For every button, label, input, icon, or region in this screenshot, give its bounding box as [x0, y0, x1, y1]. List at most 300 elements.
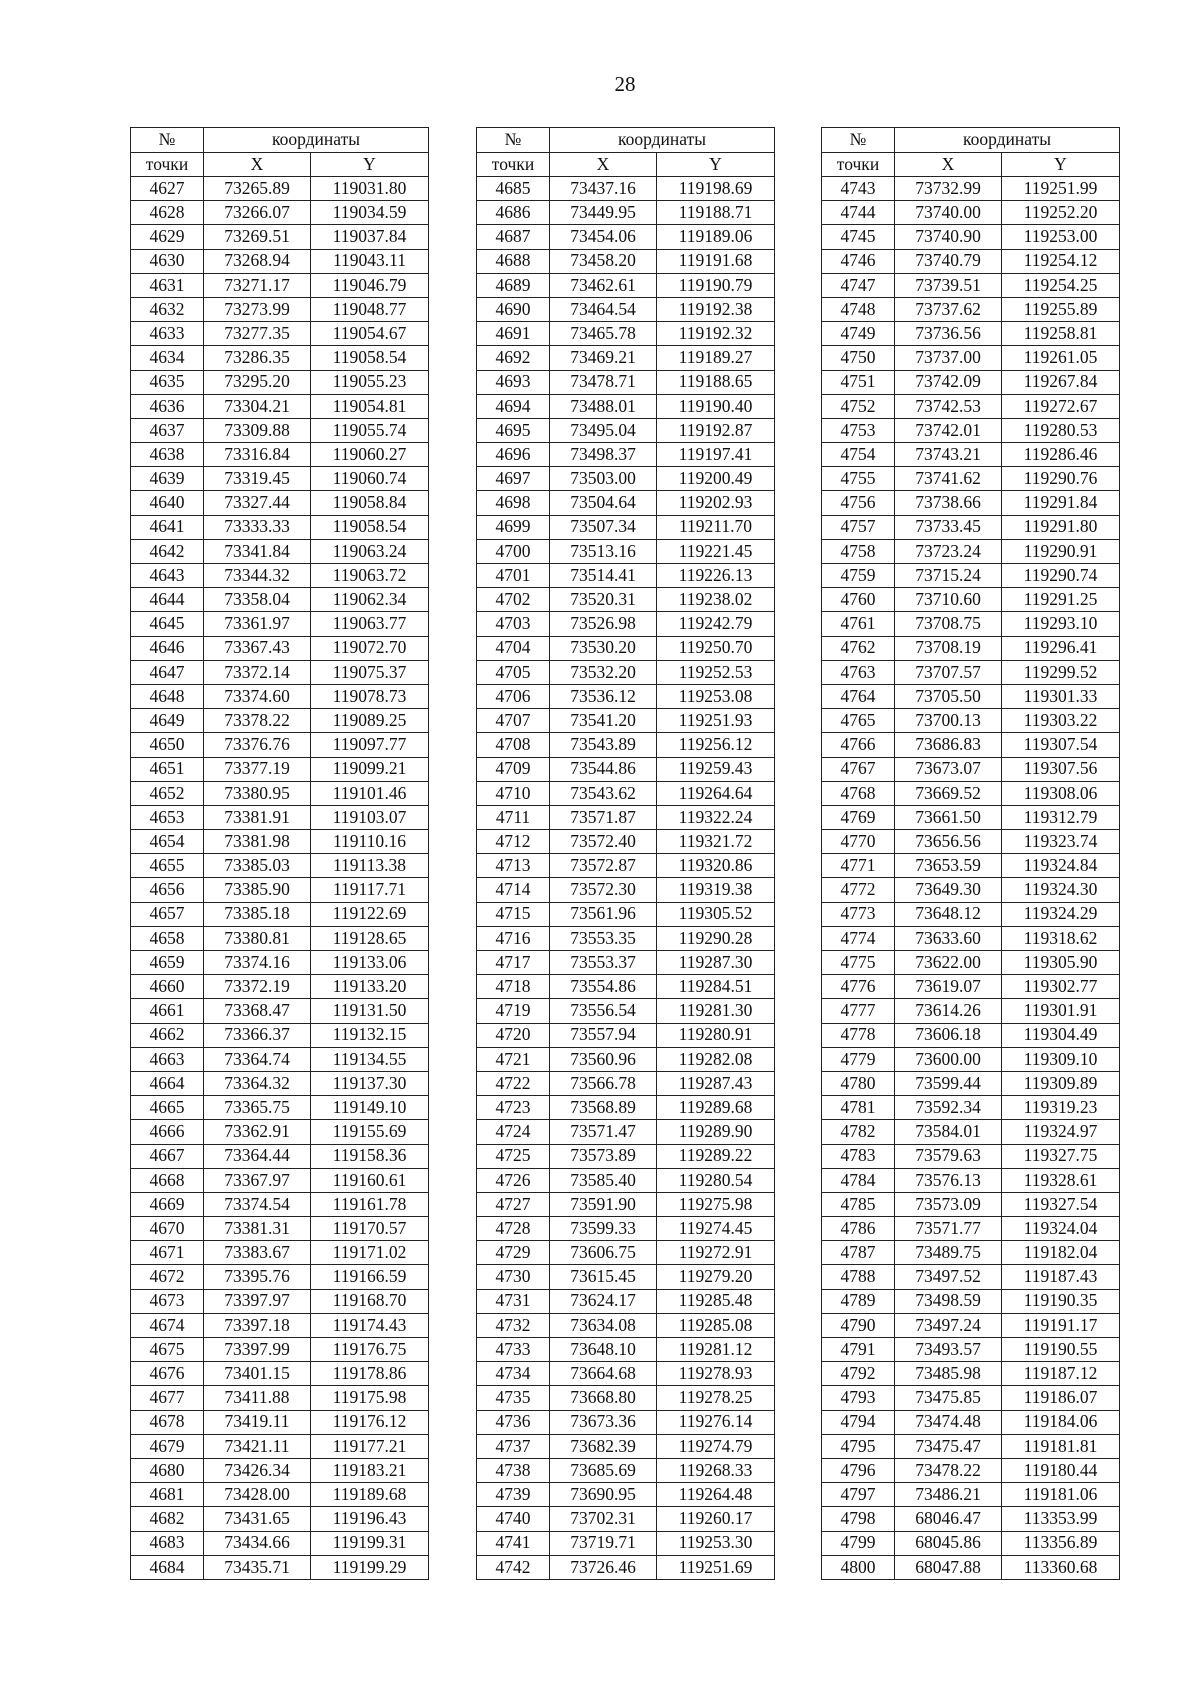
point-number-cell: 4789: [822, 1289, 895, 1313]
table-row: [822, 588, 1120, 612]
table-row: [131, 273, 429, 297]
y-coordinate-cell: 119252.20: [1002, 201, 1120, 225]
point-number-cell: 4692: [477, 346, 550, 370]
table-row: [131, 1096, 429, 1120]
y-coordinate-cell: 119242.79: [657, 612, 775, 636]
table-row: [131, 1047, 429, 1071]
point-number-cell: 4699: [477, 515, 550, 539]
page-number: 28: [614, 72, 636, 96]
table-row: [131, 1410, 429, 1434]
y-coordinate-cell: 119312.79: [1002, 805, 1120, 829]
table-row: [477, 491, 775, 515]
table-row: [477, 564, 775, 588]
x-coordinate-cell: 73726.46: [550, 1555, 657, 1579]
point-number-cell: 4736: [477, 1410, 550, 1434]
table-row: [477, 926, 775, 950]
table-row: [822, 394, 1120, 418]
y-coordinate-cell: 119211.70: [657, 515, 775, 539]
table-row: [477, 588, 775, 612]
y-coordinate-cell: 119281.12: [657, 1338, 775, 1362]
table-row: [822, 999, 1120, 1023]
x-coordinate-cell: 73383.67: [204, 1241, 311, 1265]
point-number-cell: 4646: [131, 636, 204, 660]
table-row: [822, 1531, 1120, 1555]
x-coordinate-cell: 73434.66: [204, 1531, 311, 1555]
x-coordinate-cell: 73737.00: [895, 346, 1002, 370]
header-y: Y: [657, 152, 775, 177]
point-number-cell: 4649: [131, 709, 204, 733]
point-number-cell: 4680: [131, 1458, 204, 1482]
x-coordinate-cell: 73572.87: [550, 854, 657, 878]
x-coordinate-cell: 73493.57: [895, 1338, 1002, 1362]
table-row: [477, 636, 775, 660]
table-row: [477, 612, 775, 636]
y-coordinate-cell: 119260.17: [657, 1507, 775, 1531]
point-number-cell: 4748: [822, 297, 895, 321]
point-number-cell: 4716: [477, 926, 550, 950]
y-coordinate-cell: 119251.69: [657, 1555, 775, 1579]
point-number-cell: 4655: [131, 854, 204, 878]
point-number-cell: 4668: [131, 1168, 204, 1192]
y-coordinate-cell: 119289.90: [657, 1120, 775, 1144]
x-coordinate-cell: 73498.37: [550, 443, 657, 467]
table-row: [131, 733, 429, 757]
x-coordinate-cell: 73741.62: [895, 467, 1002, 491]
table-row: [131, 539, 429, 563]
y-coordinate-cell: 119264.64: [657, 781, 775, 805]
point-number-cell: 4798: [822, 1507, 895, 1531]
x-coordinate-cell: 73381.31: [204, 1217, 311, 1241]
point-number-cell: 4780: [822, 1071, 895, 1095]
y-coordinate-cell: 119137.30: [311, 1071, 429, 1095]
x-coordinate-cell: 73690.95: [550, 1483, 657, 1507]
header-row: [131, 128, 429, 153]
y-coordinate-cell: 119279.20: [657, 1265, 775, 1289]
table-row: [822, 902, 1120, 926]
table-row: [477, 1289, 775, 1313]
point-number-cell: 4742: [477, 1555, 550, 1579]
point-number-cell: 4739: [477, 1483, 550, 1507]
y-coordinate-cell: 119280.53: [1002, 418, 1120, 442]
point-number-cell: 4730: [477, 1265, 550, 1289]
x-coordinate-cell: 73377.19: [204, 757, 311, 781]
x-coordinate-cell: 73556.54: [550, 999, 657, 1023]
point-number-cell: 4770: [822, 830, 895, 854]
point-number-cell: 4711: [477, 805, 550, 829]
table-row: [477, 1096, 775, 1120]
x-coordinate-cell: 73358.04: [204, 588, 311, 612]
point-number-cell: 4694: [477, 394, 550, 418]
y-coordinate-cell: 119304.49: [1002, 1023, 1120, 1047]
point-number-cell: 4644: [131, 588, 204, 612]
x-coordinate-cell: 73553.37: [550, 951, 657, 975]
point-number-cell: 4631: [131, 273, 204, 297]
x-coordinate-cell: 73381.98: [204, 830, 311, 854]
table-row: [822, 322, 1120, 346]
y-coordinate-cell: 119258.81: [1002, 322, 1120, 346]
x-coordinate-cell: 73740.90: [895, 225, 1002, 249]
point-number-cell: 4653: [131, 805, 204, 829]
y-coordinate-cell: 119290.28: [657, 926, 775, 950]
point-number-cell: 4637: [131, 418, 204, 442]
table-row: [131, 1458, 429, 1482]
x-coordinate-cell: 73702.31: [550, 1507, 657, 1531]
table-row: [131, 805, 429, 829]
x-coordinate-cell: 73579.63: [895, 1144, 1002, 1168]
x-coordinate-cell: 73367.97: [204, 1168, 311, 1192]
x-coordinate-cell: 73649.30: [895, 878, 1002, 902]
x-coordinate-cell: 73495.04: [550, 418, 657, 442]
point-number-cell: 4709: [477, 757, 550, 781]
x-coordinate-cell: 73571.77: [895, 1217, 1002, 1241]
point-number-cell: 4658: [131, 926, 204, 950]
point-number-cell: 4721: [477, 1047, 550, 1071]
point-number-cell: 4734: [477, 1362, 550, 1386]
table-row: [477, 443, 775, 467]
point-number-cell: 4641: [131, 515, 204, 539]
table-row: [822, 830, 1120, 854]
table-row: [477, 975, 775, 999]
table-row: [477, 1386, 775, 1410]
coordinates-table-2: [476, 127, 775, 1580]
y-coordinate-cell: 119063.72: [311, 564, 429, 588]
point-number-cell: 4732: [477, 1313, 550, 1337]
x-coordinate-cell: 73365.75: [204, 1096, 311, 1120]
y-coordinate-cell: 119181.06: [1002, 1483, 1120, 1507]
y-coordinate-cell: 119190.55: [1002, 1338, 1120, 1362]
table-row: [822, 346, 1120, 370]
point-number-cell: 4695: [477, 418, 550, 442]
point-number-cell: 4677: [131, 1386, 204, 1410]
y-coordinate-cell: 119062.34: [311, 588, 429, 612]
table-row: [822, 612, 1120, 636]
point-number-cell: 4715: [477, 902, 550, 926]
table-row: [131, 1241, 429, 1265]
table-row: [131, 781, 429, 805]
point-number-cell: 4763: [822, 660, 895, 684]
table-row: [477, 346, 775, 370]
table-row: [477, 418, 775, 442]
y-coordinate-cell: 119177.21: [311, 1434, 429, 1458]
y-coordinate-cell: 119274.45: [657, 1217, 775, 1241]
point-number-cell: 4678: [131, 1410, 204, 1434]
point-number-cell: 4714: [477, 878, 550, 902]
header-y: Y: [1002, 152, 1120, 177]
y-coordinate-cell: 119226.13: [657, 564, 775, 588]
y-coordinate-cell: 119186.07: [1002, 1386, 1120, 1410]
y-coordinate-cell: 119268.33: [657, 1458, 775, 1482]
table-row: [131, 902, 429, 926]
table-row: [477, 297, 775, 321]
table-row: [822, 1168, 1120, 1192]
x-coordinate-cell: 73700.13: [895, 709, 1002, 733]
y-coordinate-cell: 119128.65: [311, 926, 429, 950]
y-coordinate-cell: 119199.31: [311, 1531, 429, 1555]
point-number-cell: 4753: [822, 418, 895, 442]
table-row: [822, 273, 1120, 297]
point-number-cell: 4659: [131, 951, 204, 975]
x-coordinate-cell: 73566.78: [550, 1071, 657, 1095]
table-row: [822, 491, 1120, 515]
point-number-cell: 4778: [822, 1023, 895, 1047]
x-coordinate-cell: 73327.44: [204, 491, 311, 515]
point-number-cell: 4783: [822, 1144, 895, 1168]
x-coordinate-cell: 73374.60: [204, 684, 311, 708]
table-row: [131, 443, 429, 467]
point-number-cell: 4750: [822, 346, 895, 370]
x-coordinate-cell: 73475.47: [895, 1434, 1002, 1458]
point-number-cell: 4728: [477, 1217, 550, 1241]
point-number-cell: 4672: [131, 1265, 204, 1289]
y-coordinate-cell: 119072.70: [311, 636, 429, 660]
table-row: [822, 757, 1120, 781]
x-coordinate-cell: 73656.56: [895, 830, 1002, 854]
point-number-cell: 4787: [822, 1241, 895, 1265]
table-row: [131, 1217, 429, 1241]
y-coordinate-cell: 119198.69: [657, 177, 775, 201]
point-number-cell: 4660: [131, 975, 204, 999]
y-coordinate-cell: 119285.48: [657, 1289, 775, 1313]
x-coordinate-cell: 73576.13: [895, 1168, 1002, 1192]
x-coordinate-cell: 73295.20: [204, 370, 311, 394]
table-row: [822, 1458, 1120, 1482]
point-number-cell: 4645: [131, 612, 204, 636]
y-coordinate-cell: 119197.41: [657, 443, 775, 467]
y-coordinate-cell: 119261.05: [1002, 346, 1120, 370]
y-coordinate-cell: 119060.74: [311, 467, 429, 491]
x-coordinate-cell: 73571.47: [550, 1120, 657, 1144]
point-number-cell: 4687: [477, 225, 550, 249]
point-number-cell: 4749: [822, 322, 895, 346]
x-coordinate-cell: 73743.21: [895, 443, 1002, 467]
point-number-cell: 4673: [131, 1289, 204, 1313]
y-coordinate-cell: 119133.06: [311, 951, 429, 975]
x-coordinate-cell: 73737.62: [895, 297, 1002, 321]
point-number-cell: 4725: [477, 1144, 550, 1168]
table-row: [477, 1071, 775, 1095]
table-row: [822, 1120, 1120, 1144]
table-row: [131, 1023, 429, 1047]
table-row: [131, 515, 429, 539]
header-coordinates: координаты: [204, 128, 429, 153]
y-coordinate-cell: 119187.43: [1002, 1265, 1120, 1289]
x-coordinate-cell: 73606.75: [550, 1241, 657, 1265]
y-coordinate-cell: 119281.30: [657, 999, 775, 1023]
table-row: [477, 1434, 775, 1458]
table-row: [131, 418, 429, 442]
table-row: [477, 1120, 775, 1144]
x-coordinate-cell: 73707.57: [895, 660, 1002, 684]
y-coordinate-cell: 119055.74: [311, 418, 429, 442]
point-number-cell: 4793: [822, 1386, 895, 1410]
y-coordinate-cell: 119238.02: [657, 588, 775, 612]
table-row: [131, 491, 429, 515]
point-number-cell: 4636: [131, 394, 204, 418]
point-number-cell: 4745: [822, 225, 895, 249]
point-number-cell: 4762: [822, 636, 895, 660]
x-coordinate-cell: 68047.88: [895, 1555, 1002, 1579]
y-coordinate-cell: 119063.24: [311, 539, 429, 563]
point-number-cell: 4756: [822, 491, 895, 515]
table-row: [822, 709, 1120, 733]
y-coordinate-cell: 113360.68: [1002, 1555, 1120, 1579]
x-coordinate-cell: 73474.48: [895, 1410, 1002, 1434]
y-coordinate-cell: 119251.93: [657, 709, 775, 733]
y-coordinate-cell: 119190.35: [1002, 1289, 1120, 1313]
table-row: [477, 999, 775, 1023]
point-number-cell: 4690: [477, 297, 550, 321]
point-number-cell: 4662: [131, 1023, 204, 1047]
point-number-cell: 4729: [477, 1241, 550, 1265]
y-coordinate-cell: 119324.04: [1002, 1217, 1120, 1241]
point-number-cell: 4727: [477, 1192, 550, 1216]
point-number-cell: 4683: [131, 1531, 204, 1555]
y-coordinate-cell: 119319.23: [1002, 1096, 1120, 1120]
x-coordinate-cell: 73469.21: [550, 346, 657, 370]
point-number-cell: 4632: [131, 297, 204, 321]
x-coordinate-cell: 73503.00: [550, 467, 657, 491]
point-number-cell: 4717: [477, 951, 550, 975]
y-coordinate-cell: 119149.10: [311, 1096, 429, 1120]
x-coordinate-cell: 73606.18: [895, 1023, 1002, 1047]
x-coordinate-cell: 73530.20: [550, 636, 657, 660]
point-number-cell: 4782: [822, 1120, 895, 1144]
point-number-cell: 4705: [477, 660, 550, 684]
y-coordinate-cell: 119291.80: [1002, 515, 1120, 539]
x-coordinate-cell: 73585.40: [550, 1168, 657, 1192]
point-number-cell: 4697: [477, 467, 550, 491]
y-coordinate-cell: 119034.59: [311, 201, 429, 225]
y-coordinate-cell: 119199.29: [311, 1555, 429, 1579]
header-row: [822, 152, 1120, 177]
header-row: [822, 128, 1120, 153]
x-coordinate-cell: 73738.66: [895, 491, 1002, 515]
table-row: [822, 1434, 1120, 1458]
y-coordinate-cell: 119321.72: [657, 830, 775, 854]
x-coordinate-cell: 73397.99: [204, 1338, 311, 1362]
y-coordinate-cell: 119221.45: [657, 539, 775, 563]
y-coordinate-cell: 119286.46: [1002, 443, 1120, 467]
y-coordinate-cell: 119259.43: [657, 757, 775, 781]
y-coordinate-cell: 119101.46: [311, 781, 429, 805]
x-coordinate-cell: 73478.71: [550, 370, 657, 394]
header-coordinates: координаты: [895, 128, 1120, 153]
point-number-cell: 4665: [131, 1096, 204, 1120]
x-coordinate-cell: 73742.01: [895, 418, 1002, 442]
x-coordinate-cell: 73740.79: [895, 249, 1002, 273]
x-coordinate-cell: 73385.03: [204, 854, 311, 878]
y-coordinate-cell: 119132.15: [311, 1023, 429, 1047]
table-row: [822, 467, 1120, 491]
point-number-cell: 4693: [477, 370, 550, 394]
x-coordinate-cell: 73419.11: [204, 1410, 311, 1434]
y-coordinate-cell: 119122.69: [311, 902, 429, 926]
point-number-cell: 4733: [477, 1338, 550, 1362]
table-row: [131, 370, 429, 394]
y-coordinate-cell: 119254.25: [1002, 273, 1120, 297]
y-coordinate-cell: 119327.54: [1002, 1192, 1120, 1216]
point-number-cell: 4667: [131, 1144, 204, 1168]
point-number-cell: 4713: [477, 854, 550, 878]
table-row: [131, 588, 429, 612]
x-coordinate-cell: 73362.91: [204, 1120, 311, 1144]
x-coordinate-cell: 73520.31: [550, 588, 657, 612]
y-coordinate-cell: 119200.49: [657, 467, 775, 491]
point-number-cell: 4651: [131, 757, 204, 781]
table-row: [477, 1338, 775, 1362]
point-number-cell: 4764: [822, 684, 895, 708]
point-number-cell: 4743: [822, 177, 895, 201]
table-row: [477, 805, 775, 829]
y-coordinate-cell: 119280.91: [657, 1023, 775, 1047]
x-coordinate-cell: 73532.20: [550, 660, 657, 684]
header-x: X: [204, 152, 311, 177]
table-row: [477, 1192, 775, 1216]
y-coordinate-cell: 119192.87: [657, 418, 775, 442]
x-coordinate-cell: 73732.99: [895, 177, 1002, 201]
point-number-cell: 4708: [477, 733, 550, 757]
y-coordinate-cell: 119176.75: [311, 1338, 429, 1362]
table-row: [131, 1120, 429, 1144]
x-coordinate-cell: 73541.20: [550, 709, 657, 733]
x-coordinate-cell: 73622.00: [895, 951, 1002, 975]
x-coordinate-cell: 73733.45: [895, 515, 1002, 539]
table-row: [822, 926, 1120, 950]
table-row: [477, 830, 775, 854]
y-coordinate-cell: 119171.02: [311, 1241, 429, 1265]
point-number-cell: 4757: [822, 515, 895, 539]
x-coordinate-cell: 73648.10: [550, 1338, 657, 1362]
y-coordinate-cell: 119190.40: [657, 394, 775, 418]
table-row: [131, 1531, 429, 1555]
x-coordinate-cell: 73513.16: [550, 539, 657, 563]
table-row: [131, 1192, 429, 1216]
table-row: [477, 515, 775, 539]
point-number-cell: 4688: [477, 249, 550, 273]
point-number-cell: 4633: [131, 322, 204, 346]
y-coordinate-cell: 119290.76: [1002, 467, 1120, 491]
point-number-cell: 4794: [822, 1410, 895, 1434]
x-coordinate-cell: 73557.94: [550, 1023, 657, 1047]
x-coordinate-cell: 73449.95: [550, 201, 657, 225]
table-row: [822, 370, 1120, 394]
point-number-cell: 4647: [131, 660, 204, 684]
y-coordinate-cell: 119184.06: [1002, 1410, 1120, 1434]
table-row: [477, 854, 775, 878]
table-row: [822, 878, 1120, 902]
y-coordinate-cell: 119328.61: [1002, 1168, 1120, 1192]
y-coordinate-cell: 119284.51: [657, 975, 775, 999]
point-number-cell: 4781: [822, 1096, 895, 1120]
point-number-cell: 4679: [131, 1434, 204, 1458]
table-row: [477, 709, 775, 733]
table-row: [477, 225, 775, 249]
x-coordinate-cell: 73372.19: [204, 975, 311, 999]
table-row: [477, 1144, 775, 1168]
point-number-cell: 4628: [131, 201, 204, 225]
table-row: [477, 733, 775, 757]
point-number-cell: 4767: [822, 757, 895, 781]
point-number-cell: 4704: [477, 636, 550, 660]
y-coordinate-cell: 119285.08: [657, 1313, 775, 1337]
point-number-cell: 4638: [131, 443, 204, 467]
table-row: [131, 854, 429, 878]
x-coordinate-cell: 73648.12: [895, 902, 1002, 926]
point-number-cell: 4718: [477, 975, 550, 999]
point-number-cell: 4661: [131, 999, 204, 1023]
x-coordinate-cell: 73381.91: [204, 805, 311, 829]
y-coordinate-cell: 119189.06: [657, 225, 775, 249]
